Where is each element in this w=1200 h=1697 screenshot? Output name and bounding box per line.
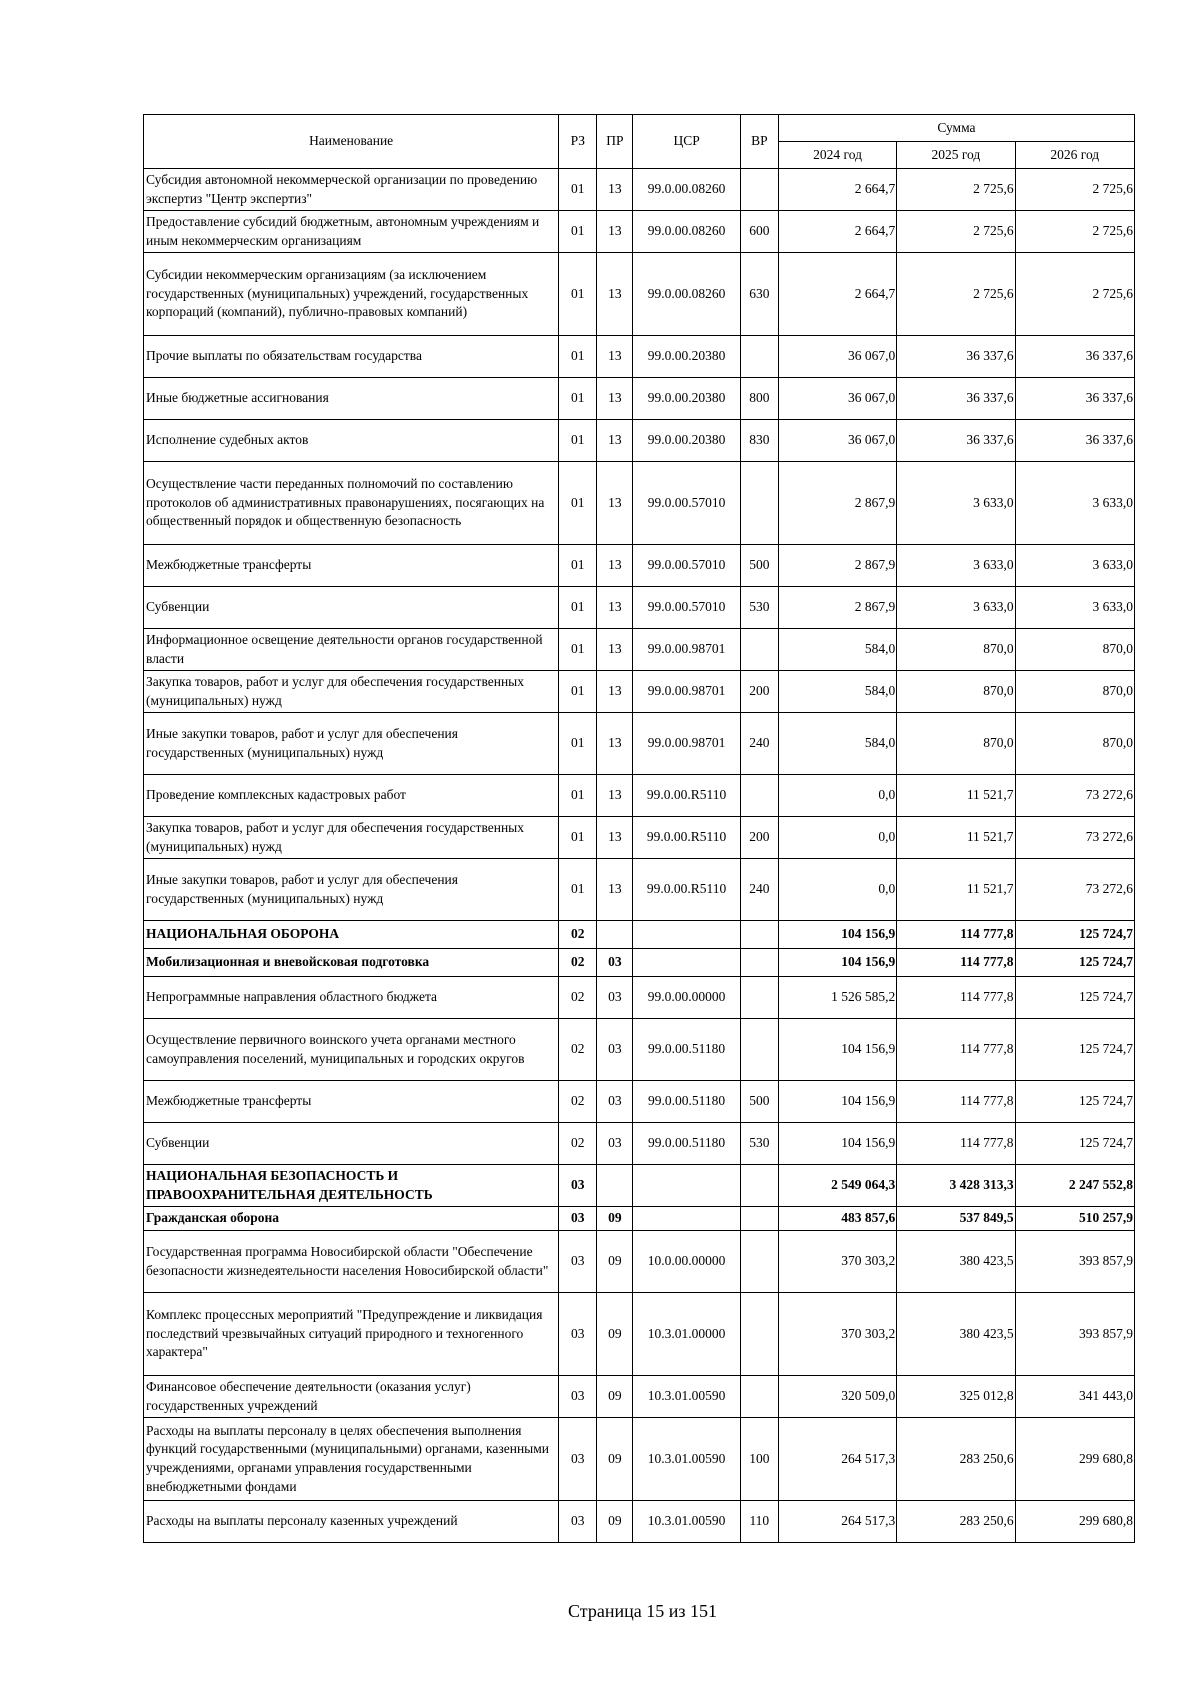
cell-vr: 110 — [740, 1501, 778, 1543]
cell-csr: 99.0.00.20380 — [633, 420, 740, 462]
header-csr: ЦСР — [633, 115, 740, 169]
header-year-2024: 2024 год — [778, 142, 896, 169]
cell-csr: 99.0.00.57010 — [633, 587, 740, 629]
cell-2024: 2 664,7 — [778, 253, 896, 336]
cell-name: Субсидии некоммерческим организациям (за исключением государственных (муниципальных) учреждений, государственных корпораций (компаний), публично-правовых компаний) — [144, 253, 559, 336]
cell-2026: 299 680,8 — [1015, 1501, 1134, 1543]
cell-pr: 13 — [597, 336, 633, 378]
cell-csr: 99.0.00.57010 — [633, 462, 740, 545]
cell-name: Государственная программа Новосибирской области "Обеспечение безопасности жизнедеятельности населения Новосибирской области" — [144, 1231, 559, 1293]
cell-2025: 36 337,6 — [897, 336, 1015, 378]
cell-rz: 02 — [559, 949, 597, 977]
cell-pr: 13 — [597, 253, 633, 336]
cell-2024: 1 526 585,2 — [778, 977, 896, 1019]
cell-name: Осуществление части переданных полномочий по составлению протоколов об административных правонарушениях, посягающих на общественный порядок и общественную безопасность — [144, 462, 559, 545]
cell-vr — [740, 1376, 778, 1418]
table-row — [144, 545, 1135, 587]
cell-csr: 99.0.00.08260 — [633, 211, 740, 253]
cell-2025: 3 633,0 — [897, 462, 1015, 545]
cell-name: Информационное освещение деятельности органов государственной власти — [144, 629, 559, 671]
cell-2026: 2 725,6 — [1015, 253, 1134, 336]
cell-rz: 02 — [559, 1019, 597, 1081]
cell-2025: 325 012,8 — [897, 1376, 1015, 1418]
cell-2026: 2 725,6 — [1015, 211, 1134, 253]
cell-rz: 01 — [559, 211, 597, 253]
table-row — [144, 1165, 1135, 1207]
cell-rz: 03 — [559, 1501, 597, 1543]
cell-vr — [740, 1207, 778, 1231]
cell-2025: 3 633,0 — [897, 587, 1015, 629]
cell-pr: 09 — [597, 1293, 633, 1376]
cell-2025: 537 849,5 — [897, 1207, 1015, 1231]
cell-vr — [740, 1293, 778, 1376]
cell-name: Проведение комплексных кадастровых работ — [144, 775, 559, 817]
table-row — [144, 1293, 1135, 1376]
cell-2026: 510 257,9 — [1015, 1207, 1134, 1231]
cell-2024: 0,0 — [778, 775, 896, 817]
cell-2026: 125 724,7 — [1015, 949, 1134, 977]
cell-csr — [633, 921, 740, 949]
cell-csr: 99.0.00.20380 — [633, 378, 740, 420]
header-sum: Сумма — [778, 115, 1134, 142]
cell-rz: 03 — [559, 1418, 597, 1501]
table-row — [144, 921, 1135, 949]
cell-csr: 10.3.01.00000 — [633, 1293, 740, 1376]
cell-pr: 13 — [597, 545, 633, 587]
table-row — [144, 253, 1135, 336]
cell-vr — [740, 1231, 778, 1293]
cell-2025: 870,0 — [897, 671, 1015, 713]
cell-2024: 584,0 — [778, 713, 896, 775]
cell-2026: 36 337,6 — [1015, 420, 1134, 462]
cell-2025: 114 777,8 — [897, 1019, 1015, 1081]
cell-2025: 870,0 — [897, 629, 1015, 671]
cell-2024: 104 156,9 — [778, 1019, 896, 1081]
cell-rz: 01 — [559, 629, 597, 671]
cell-pr: 13 — [597, 817, 633, 859]
cell-name: НАЦИОНАЛЬНАЯ БЕЗОПАСНОСТЬ И ПРАВООХРАНИТЕЛЬНАЯ ДЕЯТЕЛЬНОСТЬ — [144, 1165, 559, 1207]
table-row — [144, 629, 1135, 671]
cell-2024: 483 857,6 — [778, 1207, 896, 1231]
cell-2024: 36 067,0 — [778, 378, 896, 420]
cell-pr: 09 — [597, 1418, 633, 1501]
cell-2025: 114 777,8 — [897, 1123, 1015, 1165]
cell-rz: 01 — [559, 775, 597, 817]
cell-2026: 341 443,0 — [1015, 1376, 1134, 1418]
cell-2024: 0,0 — [778, 817, 896, 859]
cell-2024: 104 156,9 — [778, 921, 896, 949]
cell-rz: 01 — [559, 378, 597, 420]
header-pr: ПР — [597, 115, 633, 169]
cell-vr — [740, 169, 778, 211]
cell-name: Субвенции — [144, 1123, 559, 1165]
page-number: Страница 15 из 151 — [568, 1601, 717, 1621]
cell-2026: 36 337,6 — [1015, 378, 1134, 420]
table-row — [144, 420, 1135, 462]
header-year-2025: 2025 год — [897, 142, 1015, 169]
cell-pr: 03 — [597, 949, 633, 977]
cell-csr: 10.3.01.00590 — [633, 1376, 740, 1418]
cell-2026: 125 724,7 — [1015, 1019, 1134, 1081]
cell-2024: 104 156,9 — [778, 1081, 896, 1123]
cell-2026: 125 724,7 — [1015, 977, 1134, 1019]
cell-vr — [740, 629, 778, 671]
cell-2026: 393 857,9 — [1015, 1293, 1134, 1376]
cell-pr — [597, 1165, 633, 1207]
cell-2025: 114 777,8 — [897, 977, 1015, 1019]
cell-2025: 11 521,7 — [897, 859, 1015, 921]
cell-2026: 125 724,7 — [1015, 1123, 1134, 1165]
header-vr: ВР — [740, 115, 778, 169]
cell-name: Мобилизационная и вневойсковая подготовка — [144, 949, 559, 977]
cell-csr: 99.0.00.R5110 — [633, 775, 740, 817]
cell-vr: 800 — [740, 378, 778, 420]
cell-2026: 3 633,0 — [1015, 587, 1134, 629]
cell-vr: 200 — [740, 817, 778, 859]
table-row — [144, 211, 1135, 253]
cell-rz: 01 — [559, 545, 597, 587]
cell-vr: 200 — [740, 671, 778, 713]
cell-name: Осуществление первичного воинского учета органами местного самоуправления поселений, муниципальных и городских округов — [144, 1019, 559, 1081]
table-row — [144, 949, 1135, 977]
cell-2024: 264 517,3 — [778, 1501, 896, 1543]
cell-2024: 2 664,7 — [778, 211, 896, 253]
cell-csr: 10.0.00.00000 — [633, 1231, 740, 1293]
cell-name: Расходы на выплаты персоналу казенных учреждений — [144, 1501, 559, 1543]
cell-2024: 104 156,9 — [778, 949, 896, 977]
cell-pr: 03 — [597, 1123, 633, 1165]
cell-2025: 2 725,6 — [897, 169, 1015, 211]
cell-2024: 2 867,9 — [778, 545, 896, 587]
table-row — [144, 1501, 1135, 1543]
table-row — [144, 775, 1135, 817]
cell-vr — [740, 977, 778, 1019]
cell-2026: 73 272,6 — [1015, 859, 1134, 921]
cell-pr: 03 — [597, 1019, 633, 1081]
cell-vr: 630 — [740, 253, 778, 336]
cell-2025: 380 423,5 — [897, 1231, 1015, 1293]
table-row — [144, 1207, 1135, 1231]
cell-2024: 2 867,9 — [778, 587, 896, 629]
cell-csr: 99.0.00.08260 — [633, 169, 740, 211]
cell-name: Непрограммные направления областного бюджета — [144, 977, 559, 1019]
cell-2024: 36 067,0 — [778, 336, 896, 378]
cell-2024: 2 549 064,3 — [778, 1165, 896, 1207]
cell-pr — [597, 921, 633, 949]
cell-name: Прочие выплаты по обязательствам государства — [144, 336, 559, 378]
cell-csr: 99.0.00.98701 — [633, 671, 740, 713]
budget-table-body — [144, 169, 1135, 1543]
cell-rz: 01 — [559, 462, 597, 545]
cell-vr — [740, 1165, 778, 1207]
table-row — [144, 1376, 1135, 1418]
cell-csr: 99.0.00.00000 — [633, 977, 740, 1019]
cell-name: Субвенции — [144, 587, 559, 629]
cell-csr — [633, 949, 740, 977]
table-row — [144, 1123, 1135, 1165]
cell-vr: 530 — [740, 587, 778, 629]
cell-csr: 99.0.00.51180 — [633, 1081, 740, 1123]
cell-pr: 09 — [597, 1231, 633, 1293]
cell-csr: 99.0.00.R5110 — [633, 817, 740, 859]
cell-csr: 99.0.00.08260 — [633, 253, 740, 336]
cell-vr: 830 — [740, 420, 778, 462]
cell-csr: 99.0.00.98701 — [633, 713, 740, 775]
cell-2024: 370 303,2 — [778, 1231, 896, 1293]
cell-pr: 13 — [597, 211, 633, 253]
cell-2025: 36 337,6 — [897, 378, 1015, 420]
cell-2025: 3 633,0 — [897, 545, 1015, 587]
cell-vr — [740, 462, 778, 545]
cell-vr — [740, 949, 778, 977]
cell-name: Исполнение судебных актов — [144, 420, 559, 462]
cell-name: Иные закупки товаров, работ и услуг для обеспечения государственных (муниципальных) нужд — [144, 859, 559, 921]
table-row — [144, 859, 1135, 921]
header-year-2026: 2026 год — [1015, 142, 1134, 169]
cell-rz: 02 — [559, 977, 597, 1019]
cell-2025: 2 725,6 — [897, 253, 1015, 336]
cell-2024: 584,0 — [778, 671, 896, 713]
cell-pr: 13 — [597, 587, 633, 629]
cell-rz: 01 — [559, 420, 597, 462]
cell-pr: 13 — [597, 420, 633, 462]
cell-rz: 01 — [559, 253, 597, 336]
table-row — [144, 977, 1135, 1019]
cell-name: Субсидия автономной некоммерческой организации по проведению экспертиз "Центр экспертиз" — [144, 169, 559, 211]
cell-vr: 530 — [740, 1123, 778, 1165]
cell-vr: 240 — [740, 713, 778, 775]
cell-csr: 99.0.00.51180 — [633, 1019, 740, 1081]
table-row — [144, 1418, 1135, 1501]
cell-2025: 11 521,7 — [897, 817, 1015, 859]
cell-vr — [740, 921, 778, 949]
cell-2024: 36 067,0 — [778, 420, 896, 462]
cell-vr — [740, 775, 778, 817]
cell-pr: 09 — [597, 1376, 633, 1418]
cell-2025: 380 423,5 — [897, 1293, 1015, 1376]
cell-2024: 2 664,7 — [778, 169, 896, 211]
cell-rz: 01 — [559, 859, 597, 921]
cell-2026: 393 857,9 — [1015, 1231, 1134, 1293]
cell-pr: 13 — [597, 775, 633, 817]
cell-2025: 114 777,8 — [897, 1081, 1015, 1123]
cell-2026: 125 724,7 — [1015, 1081, 1134, 1123]
cell-name: НАЦИОНАЛЬНАЯ ОБОРОНА — [144, 921, 559, 949]
cell-rz: 03 — [559, 1376, 597, 1418]
cell-pr: 13 — [597, 169, 633, 211]
header-rz: РЗ — [559, 115, 597, 169]
cell-csr: 99.0.00.57010 — [633, 545, 740, 587]
cell-2025: 283 250,6 — [897, 1501, 1015, 1543]
cell-2026: 870,0 — [1015, 671, 1134, 713]
cell-name: Гражданская оборона — [144, 1207, 559, 1231]
cell-pr: 09 — [597, 1207, 633, 1231]
table-row — [144, 169, 1135, 211]
cell-2025: 114 777,8 — [897, 949, 1015, 977]
cell-2024: 104 156,9 — [778, 1123, 896, 1165]
cell-name: Финансовое обеспечение деятельности (оказания услуг) государственных учреждений — [144, 1376, 559, 1418]
cell-vr: 600 — [740, 211, 778, 253]
cell-name: Предоставление субсидий бюджетным, автономным учреждениям и иным некоммерческим организациям — [144, 211, 559, 253]
cell-rz: 01 — [559, 817, 597, 859]
cell-2025: 870,0 — [897, 713, 1015, 775]
table-row — [144, 1081, 1135, 1123]
cell-csr: 99.0.00.R5110 — [633, 859, 740, 921]
cell-name: Межбюджетные трансферты — [144, 545, 559, 587]
cell-csr: 99.0.00.51180 — [633, 1123, 740, 1165]
cell-2026: 73 272,6 — [1015, 775, 1134, 817]
cell-vr: 500 — [740, 1081, 778, 1123]
table-row — [144, 378, 1135, 420]
table-row — [144, 462, 1135, 545]
cell-2024: 2 867,9 — [778, 462, 896, 545]
cell-2026: 2 725,6 — [1015, 169, 1134, 211]
cell-csr — [633, 1207, 740, 1231]
table-row — [144, 587, 1135, 629]
cell-pr: 13 — [597, 462, 633, 545]
cell-csr: 10.3.01.00590 — [633, 1418, 740, 1501]
table-row — [144, 817, 1135, 859]
cell-name: Межбюджетные трансферты — [144, 1081, 559, 1123]
cell-name: Иные закупки товаров, работ и услуг для обеспечения государственных (муниципальных) нужд — [144, 713, 559, 775]
cell-2024: 0,0 — [778, 859, 896, 921]
cell-pr: 13 — [597, 713, 633, 775]
cell-2026: 36 337,6 — [1015, 336, 1134, 378]
cell-2025: 3 428 313,3 — [897, 1165, 1015, 1207]
cell-csr — [633, 1165, 740, 1207]
cell-rz: 02 — [559, 921, 597, 949]
cell-2026: 125 724,7 — [1015, 921, 1134, 949]
cell-name: Закупка товаров, работ и услуг для обеспечения государственных (муниципальных) нужд — [144, 671, 559, 713]
cell-vr — [740, 336, 778, 378]
cell-name: Комплекс процессных мероприятий "Предупреждение и ликвидация последствий чрезвычайных ситуаций природного и техногенного характера" — [144, 1293, 559, 1376]
cell-2024: 320 509,0 — [778, 1376, 896, 1418]
cell-2024: 264 517,3 — [778, 1418, 896, 1501]
cell-csr: 99.0.00.20380 — [633, 336, 740, 378]
cell-vr — [740, 1019, 778, 1081]
cell-2025: 283 250,6 — [897, 1418, 1015, 1501]
table-row — [144, 1019, 1135, 1081]
cell-name: Иные бюджетные ассигнования — [144, 378, 559, 420]
cell-2025: 114 777,8 — [897, 921, 1015, 949]
cell-rz: 01 — [559, 587, 597, 629]
cell-rz: 02 — [559, 1081, 597, 1123]
cell-2026: 870,0 — [1015, 629, 1134, 671]
cell-rz: 03 — [559, 1231, 597, 1293]
cell-2026: 299 680,8 — [1015, 1418, 1134, 1501]
cell-vr: 240 — [740, 859, 778, 921]
cell-rz: 02 — [559, 1123, 597, 1165]
cell-pr: 03 — [597, 1081, 633, 1123]
cell-2026: 3 633,0 — [1015, 545, 1134, 587]
cell-rz: 03 — [559, 1207, 597, 1231]
cell-2026: 3 633,0 — [1015, 462, 1134, 545]
cell-name: Расходы на выплаты персоналу в целях обеспечения выполнения функций государственными (муниципальными) органами, казенными учреждениями, органами управления государственными внебюджетными фондами — [144, 1418, 559, 1501]
cell-rz: 01 — [559, 671, 597, 713]
table-row — [144, 336, 1135, 378]
table-row — [144, 713, 1135, 775]
budget-table — [143, 114, 1135, 1543]
cell-rz: 01 — [559, 336, 597, 378]
cell-csr: 10.3.01.00590 — [633, 1501, 740, 1543]
cell-rz: 03 — [559, 1293, 597, 1376]
header-name: Наименование — [144, 115, 559, 169]
cell-pr: 13 — [597, 859, 633, 921]
cell-vr: 500 — [740, 545, 778, 587]
cell-pr: 13 — [597, 671, 633, 713]
cell-2026: 73 272,6 — [1015, 817, 1134, 859]
cell-vr: 100 — [740, 1418, 778, 1501]
cell-csr: 99.0.00.98701 — [633, 629, 740, 671]
cell-name: Закупка товаров, работ и услуг для обеспечения государственных (муниципальных) нужд — [144, 817, 559, 859]
cell-rz: 01 — [559, 169, 597, 211]
cell-2024: 584,0 — [778, 629, 896, 671]
cell-pr: 09 — [597, 1501, 633, 1543]
cell-pr: 03 — [597, 977, 633, 1019]
cell-pr: 13 — [597, 378, 633, 420]
cell-rz: 03 — [559, 1165, 597, 1207]
cell-2025: 2 725,6 — [897, 211, 1015, 253]
cell-rz: 01 — [559, 713, 597, 775]
cell-2026: 870,0 — [1015, 713, 1134, 775]
table-row — [144, 1231, 1135, 1293]
cell-2024: 370 303,2 — [778, 1293, 896, 1376]
cell-2025: 36 337,6 — [897, 420, 1015, 462]
cell-pr: 13 — [597, 629, 633, 671]
table-row — [144, 671, 1135, 713]
cell-2026: 2 247 552,8 — [1015, 1165, 1134, 1207]
cell-2025: 11 521,7 — [897, 775, 1015, 817]
